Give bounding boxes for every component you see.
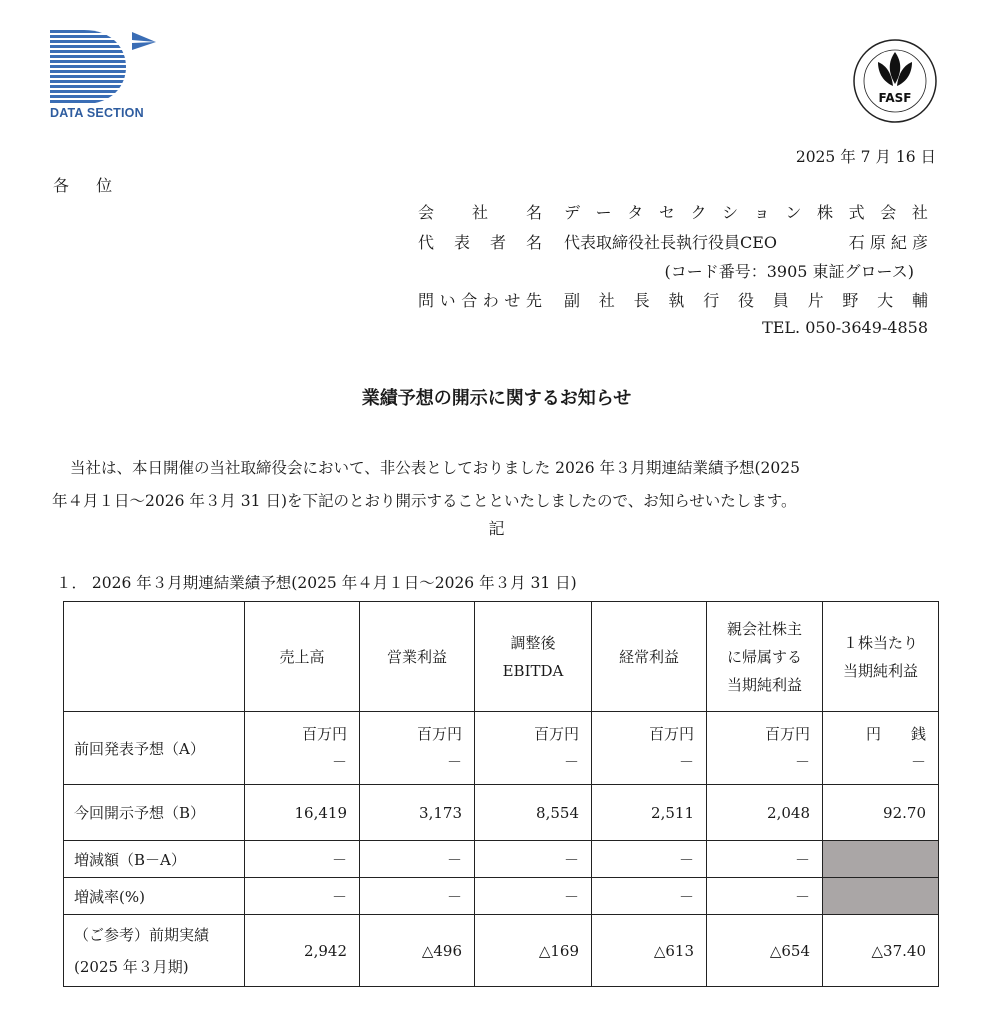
contact-label: 問 い 合 わ せ 先 — [418, 291, 542, 310]
table-row-change-amount — [64, 841, 939, 878]
company-name-row — [418, 200, 928, 226]
row-label-current: 今回開示予想（B） — [64, 785, 245, 841]
representative-title: 代表取締役社長執行役員CEO — [564, 233, 778, 252]
cell-reference-ebitda: △169 — [475, 915, 592, 987]
cell-change-rate-sales: － — [245, 878, 360, 915]
header-ebitda: 調整後 EBITDA — [475, 602, 592, 712]
section-heading: １． 2026 年３月期連結業績予想(2025 年４月１日～2026 年３月 31 日) — [56, 574, 577, 592]
cell-reference-eps: △37.40 — [823, 915, 939, 987]
company-name-value: デ ー タ セ ク シ ョ ン 株 式 会 社 — [564, 203, 928, 222]
cell-previous-ebitda: 百万円 － — [475, 712, 592, 785]
row-label-change-amount: 増減額（B－A） — [64, 841, 245, 878]
cell-current-operating-profit: 3,173 — [360, 785, 475, 841]
cell-change-rate-ebitda: － — [475, 878, 592, 915]
forecast-table — [63, 601, 939, 987]
row-label-change-rate: 増減率(%) — [64, 878, 245, 915]
header-net-income: 親会社株主 に帰属する 当期純利益 — [707, 602, 823, 712]
cell-change-amount-ebitda: － — [475, 841, 592, 878]
table-header-row — [64, 602, 939, 712]
ki-marker: 記 — [488, 519, 505, 538]
header-eps: １株当たり 当期純利益 — [823, 602, 939, 712]
body-line-1: 当社は、本日開催の当社取締役会において、非公表としておりました 2026 年３月期連結業績予想(2025 — [70, 459, 800, 477]
row-label-previous: 前回発表予想（A） — [64, 712, 245, 785]
contact-value: 副 社 長 執 行 役 員 片 野 大 輔 — [564, 291, 928, 310]
cell-change-rate-net-income: － — [707, 878, 823, 915]
code-row — [418, 259, 928, 285]
body-paragraph — [52, 452, 940, 518]
cell-reference-sales: 2,942 — [245, 915, 360, 987]
cell-change-amount-sales: － — [245, 841, 360, 878]
representative-label: 代 表 者 名 — [418, 233, 542, 252]
company-name-label: 会 社 名 — [418, 203, 542, 222]
header-sales: 売上高 — [245, 602, 360, 712]
cell-change-amount-ordinary-profit: － — [592, 841, 707, 878]
contact-row — [418, 288, 928, 314]
header-ordinary-profit: 経常利益 — [592, 602, 707, 712]
cell-change-amount-net-income: － — [707, 841, 823, 878]
cell-reference-operating-profit: △496 — [360, 915, 475, 987]
cell-current-net-income: 2,048 — [707, 785, 823, 841]
representative-row — [418, 230, 928, 256]
fasf-seal-icon — [852, 38, 938, 124]
table-row-previous — [64, 712, 939, 785]
cell-previous-sales: 百万円 － — [245, 712, 360, 785]
cell-previous-operating-profit: 百万円 － — [360, 712, 475, 785]
row-label-reference: （ご参考）前期実績 (2025 年３月期) — [64, 915, 245, 987]
table-row-reference — [64, 915, 939, 987]
cell-current-ordinary-profit: 2,511 — [592, 785, 707, 841]
table-row-change-rate — [64, 878, 939, 915]
company-logo-text: DATA SECTION — [50, 106, 144, 120]
header-operating-profit: 営業利益 — [360, 602, 475, 712]
representative-value — [564, 230, 928, 253]
cell-change-rate-eps-shaded — [823, 878, 939, 915]
cell-reference-net-income: △654 — [707, 915, 823, 987]
addressee: 各 位 — [53, 176, 124, 195]
header-empty-cell — [64, 602, 245, 712]
contact-tel: TEL. 050-3649-4858 — [762, 318, 928, 337]
cell-current-ebitda: 8,554 — [475, 785, 592, 841]
fasf-mark-text: FASF — [878, 91, 912, 105]
cell-change-amount-eps-shaded — [823, 841, 939, 878]
cell-reference-ordinary-profit: △613 — [592, 915, 707, 987]
cell-change-rate-ordinary-profit: － — [592, 878, 707, 915]
cell-current-eps: 92.70 — [823, 785, 939, 841]
cell-change-amount-operating-profit: － — [360, 841, 475, 878]
tel-row — [418, 318, 928, 344]
cell-previous-eps: 円 銭 － — [823, 712, 939, 785]
representative-name: 石 原 紀 彦 — [848, 233, 928, 252]
stock-code: (コード番号：3905 東証グロース) — [664, 262, 914, 281]
document-title: 業績予想の開示に関するお知らせ — [361, 388, 632, 409]
cell-change-rate-operating-profit: － — [360, 878, 475, 915]
cell-current-sales: 16,419 — [245, 785, 360, 841]
cell-previous-net-income: 百万円 － — [707, 712, 823, 785]
body-line-2: 年４月１日～2026 年３月 31 日)を下記のとおり開示することといたしましたので、お知らせいたします。 — [52, 492, 797, 510]
cell-previous-ordinary-profit: 百万円 － — [592, 712, 707, 785]
table-row-current — [64, 785, 939, 841]
document-date: 2025 年 7 月 16 日 — [795, 148, 936, 166]
